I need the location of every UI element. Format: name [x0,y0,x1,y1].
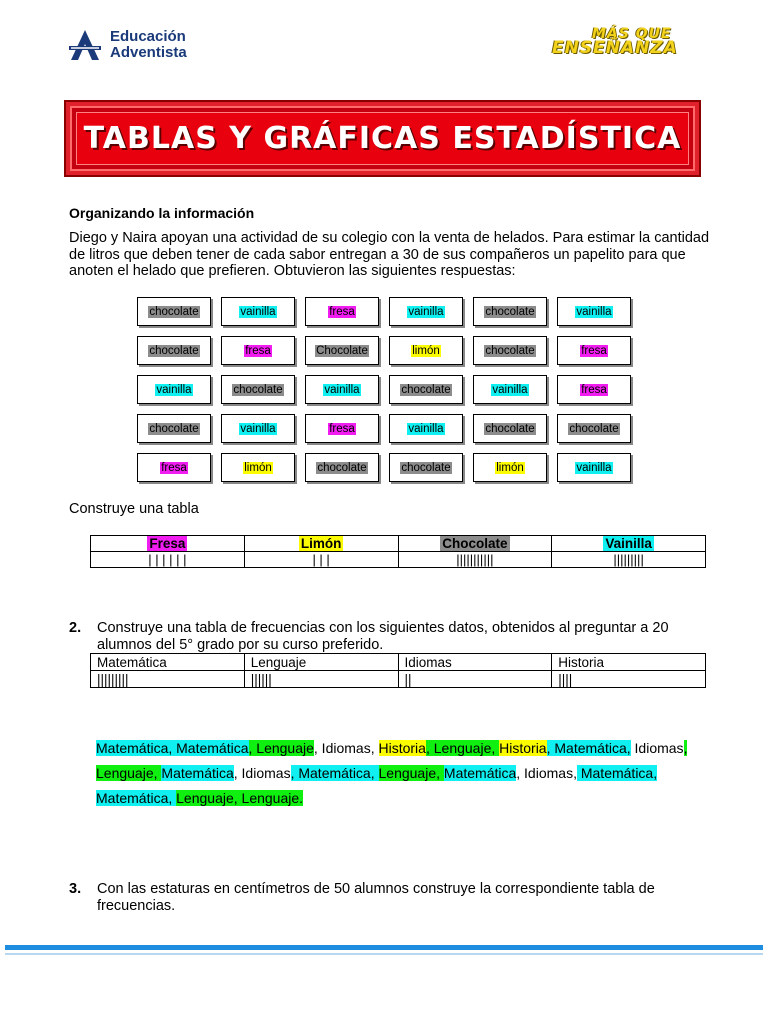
response-card [473,453,547,482]
response-text: fresa [329,422,355,435]
response-card [137,297,211,326]
intro-paragraph: Diego y Naira apoyan una actividad de su colegio con la venta de helados. Para estimar la cantidad de litros que deben tener de cada sabor entregan a 30 de sus compañeros un papelito para que anoten el helado que prefieren. Obtuvieron las siguientes respuestas: [69,230,710,279]
response-text: fresa [581,344,607,357]
response-card [389,336,463,365]
flavor-header-label: Limón [300,536,342,551]
response-card [473,414,547,443]
q2-number: 2. [69,620,82,636]
course-word: Lenguaje, Lenguaje. [176,790,304,806]
response-text: limón [412,344,440,357]
response-text: chocolate [485,344,535,357]
logo-right-line2: ENSEÑANZA [552,38,678,58]
response-card [221,453,295,482]
adventist-logo-icon [68,28,102,62]
response-card [137,453,211,482]
response-card [557,375,631,404]
footer-rule [5,945,763,950]
flavor-tally: ||||||||| [552,552,706,568]
response-text: chocolate [485,305,535,318]
flavor-header [244,536,398,552]
flavor-table [90,535,706,568]
flavor-header [398,536,552,552]
flavor-header [91,536,245,552]
response-card [389,453,463,482]
response-text: vainilla [576,461,612,474]
response-text: chocolate [485,422,535,435]
course-word: , Lenguaje, [425,740,500,756]
response-text: Chocolate [316,344,368,357]
title-banner [64,100,701,177]
response-text: chocolate [317,461,367,474]
response-text: vainilla [324,383,360,396]
course-tally: |||||| [244,671,398,688]
response-text: vainilla [156,383,192,396]
course-word: , Idiomas, [516,765,577,781]
logo-educacion-adventista [68,28,187,62]
q3-text: Con las estaturas en centímetros de 50 alumnos construye la correspondiente tabla de frecuencias. [97,881,655,914]
response-card [137,336,211,365]
course-word: Historia [499,740,547,756]
course-table [90,653,706,688]
construct-label: Construye una tabla [69,501,199,517]
response-text: limón [496,461,524,474]
course-tally: ||||||||| [91,671,245,688]
response-text: fresa [329,305,355,318]
section-heading: Organizando la información [69,205,255,221]
flavor-header [552,536,706,552]
course-header: Historia [552,654,706,671]
course-header: Lenguaje [244,654,398,671]
response-card [137,414,211,443]
response-text: vainilla [240,422,276,435]
flavor-header-label: Vainilla [605,536,652,551]
response-text: vainilla [240,305,276,318]
page-title: TABLAS Y GRÁFICAS ESTADÍSTICA [83,121,682,156]
response-card [305,375,379,404]
response-card [221,375,295,404]
flavor-tally: | | | [244,552,398,568]
response-card [305,453,379,482]
response-card [389,297,463,326]
course-word: , Matemática, [546,740,631,756]
q2-text: Construye una tabla de frecuencias con los siguientes datos, obtenidos al preguntar a 20 alumnos del 5° grado por su curso preferido. [97,620,669,653]
course-word: , Lenguaje, [96,740,688,781]
course-word: Historia [378,740,426,756]
flavor-tally: ||||||||||| [398,552,552,568]
response-text: fresa [581,383,607,396]
response-card [557,336,631,365]
course-word: Matemática [443,765,517,781]
response-card [305,336,379,365]
logo-line1: Educación [110,28,186,45]
response-text: chocolate [149,422,199,435]
course-word: Lenguaje, [378,765,444,781]
response-text: vainilla [408,305,444,318]
course-word: Matemática [161,765,234,781]
course-word: , Matemática, [290,765,379,781]
course-header: Matemática [91,654,245,671]
response-text: chocolate [401,383,451,396]
course-word: Idiomas [630,740,684,756]
response-card [473,336,547,365]
flavor-header-label: Fresa [149,536,186,551]
response-text: fresa [161,461,187,474]
response-card [473,297,547,326]
flavor-header-label: Chocolate [442,536,508,551]
course-word: , Idiomas, [313,740,379,756]
response-card [557,453,631,482]
response-card [557,414,631,443]
response-card [389,375,463,404]
course-word: , Idiomas [233,765,291,781]
response-text: vainilla [492,383,528,396]
flavor-tally: | | | | | | [91,552,245,568]
response-text: vainilla [576,305,612,318]
course-word: Matemática, Matemática, [96,765,658,806]
response-card [473,375,547,404]
response-card [557,297,631,326]
course-header: Idiomas [398,654,552,671]
course-responses [96,736,716,811]
logo-right-line1: MÁS QUE [592,26,672,42]
response-card [389,414,463,443]
response-card [221,297,295,326]
course-word: , Lenguaje [248,740,314,756]
logo-mas-que-ensenanza [548,26,700,60]
response-text: chocolate [233,383,283,396]
response-text: chocolate [401,461,451,474]
response-card [221,414,295,443]
response-text: chocolate [149,344,199,357]
response-text: limón [244,461,272,474]
footer-rule-thin [5,953,763,955]
response-text: fresa [245,344,271,357]
course-word: Matemática, Matemática [96,740,249,756]
response-card [305,297,379,326]
logo-line2: Adventista [110,44,187,61]
course-tally: || [398,671,552,688]
response-card [305,414,379,443]
response-text: chocolate [569,422,619,435]
q3-number: 3. [69,881,82,897]
course-tally: |||| [552,671,706,688]
response-card [221,336,295,365]
response-card [137,375,211,404]
response-text: chocolate [149,305,199,318]
response-text: vainilla [408,422,444,435]
